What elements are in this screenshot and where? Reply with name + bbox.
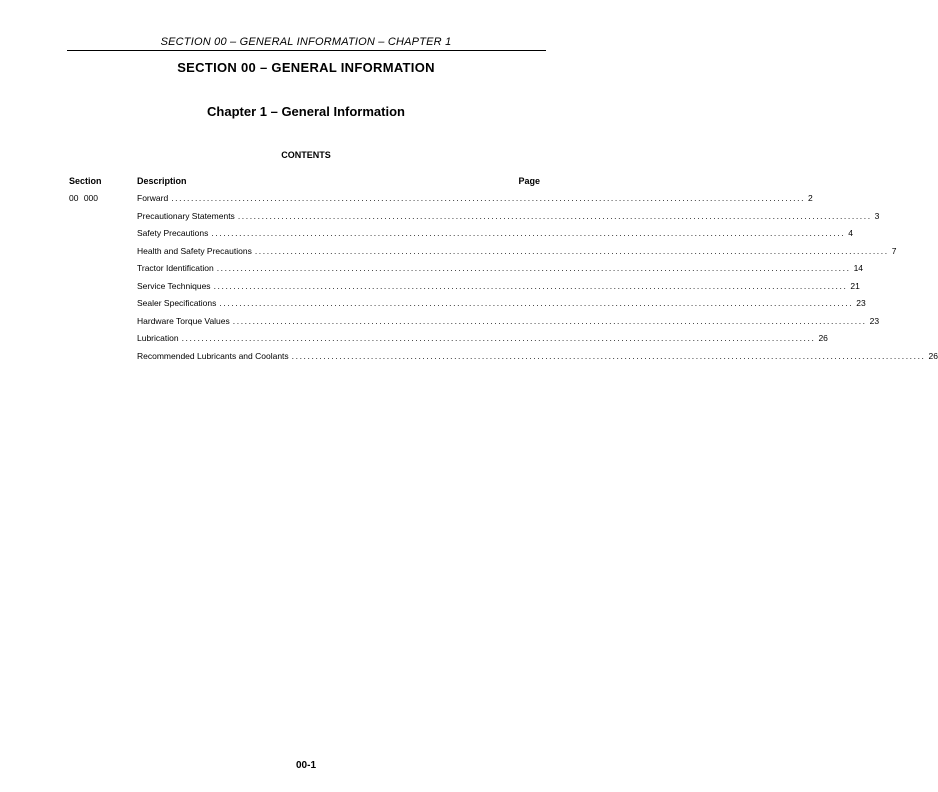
toc-entry-description: Recommended Lubricants and Coolants — [137, 350, 289, 361]
toc-entry-description: Lubrication — [137, 333, 179, 343]
table-of-contents — [137, 193, 938, 368]
dot-leader: ................................................................................................................................................................ — [254, 245, 889, 256]
column-header-page: Page — [518, 176, 540, 186]
toc-entry — [137, 193, 813, 211]
dot-leader: ................................................................................................................................................................ — [211, 228, 846, 238]
toc-entry-description: Precautionary Statements — [137, 210, 235, 221]
toc-entry — [137, 315, 880, 334]
running-header: SECTION 00 – GENERAL INFORMATION – CHAPTER 1 — [160, 36, 452, 48]
toc-entry — [137, 245, 897, 264]
column-header-section: Section — [69, 176, 102, 186]
page-number: 00-1 — [295, 760, 316, 771]
toc-entry-page: 26 — [818, 333, 828, 343]
toc-entry-description: Health and Safety Precautions — [137, 245, 252, 256]
section-number: 00 000 — [69, 193, 98, 203]
toc-entry-description: Hardware Torque Values — [137, 315, 230, 326]
toc-entry-page: 23 — [856, 298, 866, 308]
toc-entry-page: 14 — [853, 263, 864, 273]
toc-entry-description: Forward — [137, 193, 169, 203]
toc-entry-page: 4 — [848, 228, 853, 238]
chapter-title: Chapter 1 – General Information — [207, 104, 405, 119]
dot-leader: ................................................................................................................................................................ — [219, 298, 854, 308]
toc-entry-page: 7 — [891, 245, 897, 256]
toc-entry-description: Sealer Specifications — [137, 298, 217, 308]
header-rule — [67, 50, 546, 51]
toc-entry-page: 23 — [869, 315, 880, 326]
contents-heading: CONTENTS — [281, 150, 331, 160]
dot-leader: ................................................................................................................................................................ — [291, 350, 926, 361]
toc-entry-page: 3 — [874, 210, 880, 221]
dot-leader: ................................................................................................................................................................ — [232, 315, 867, 326]
section-title: SECTION 00 – GENERAL INFORMATION — [177, 60, 435, 75]
toc-entry — [137, 210, 880, 229]
toc-entry — [137, 350, 938, 369]
column-header-description: Description — [137, 176, 187, 186]
dot-leader: ................................................................................................................................................................ — [237, 210, 872, 221]
dot-leader: ................................................................................................................................................................ — [213, 280, 848, 291]
dot-leader: ................................................................................................................................................................ — [181, 333, 816, 343]
toc-entry-page: 2 — [808, 193, 813, 203]
toc-entry — [137, 228, 853, 246]
dot-leader: ................................................................................................................................................................ — [171, 193, 806, 203]
toc-entry — [137, 333, 828, 351]
toc-entry — [137, 298, 866, 316]
toc-entry-description: Safety Precautions — [137, 228, 209, 238]
toc-entry — [137, 280, 860, 299]
toc-entry-page: 26 — [928, 350, 938, 361]
toc-entry — [137, 263, 864, 281]
dot-leader: ................................................................................................................................................................ — [216, 263, 851, 273]
toc-entry-description: Tractor Identification — [137, 263, 214, 273]
toc-entry-page: 21 — [850, 280, 860, 291]
toc-entry-description: Service Techniques — [137, 280, 211, 291]
